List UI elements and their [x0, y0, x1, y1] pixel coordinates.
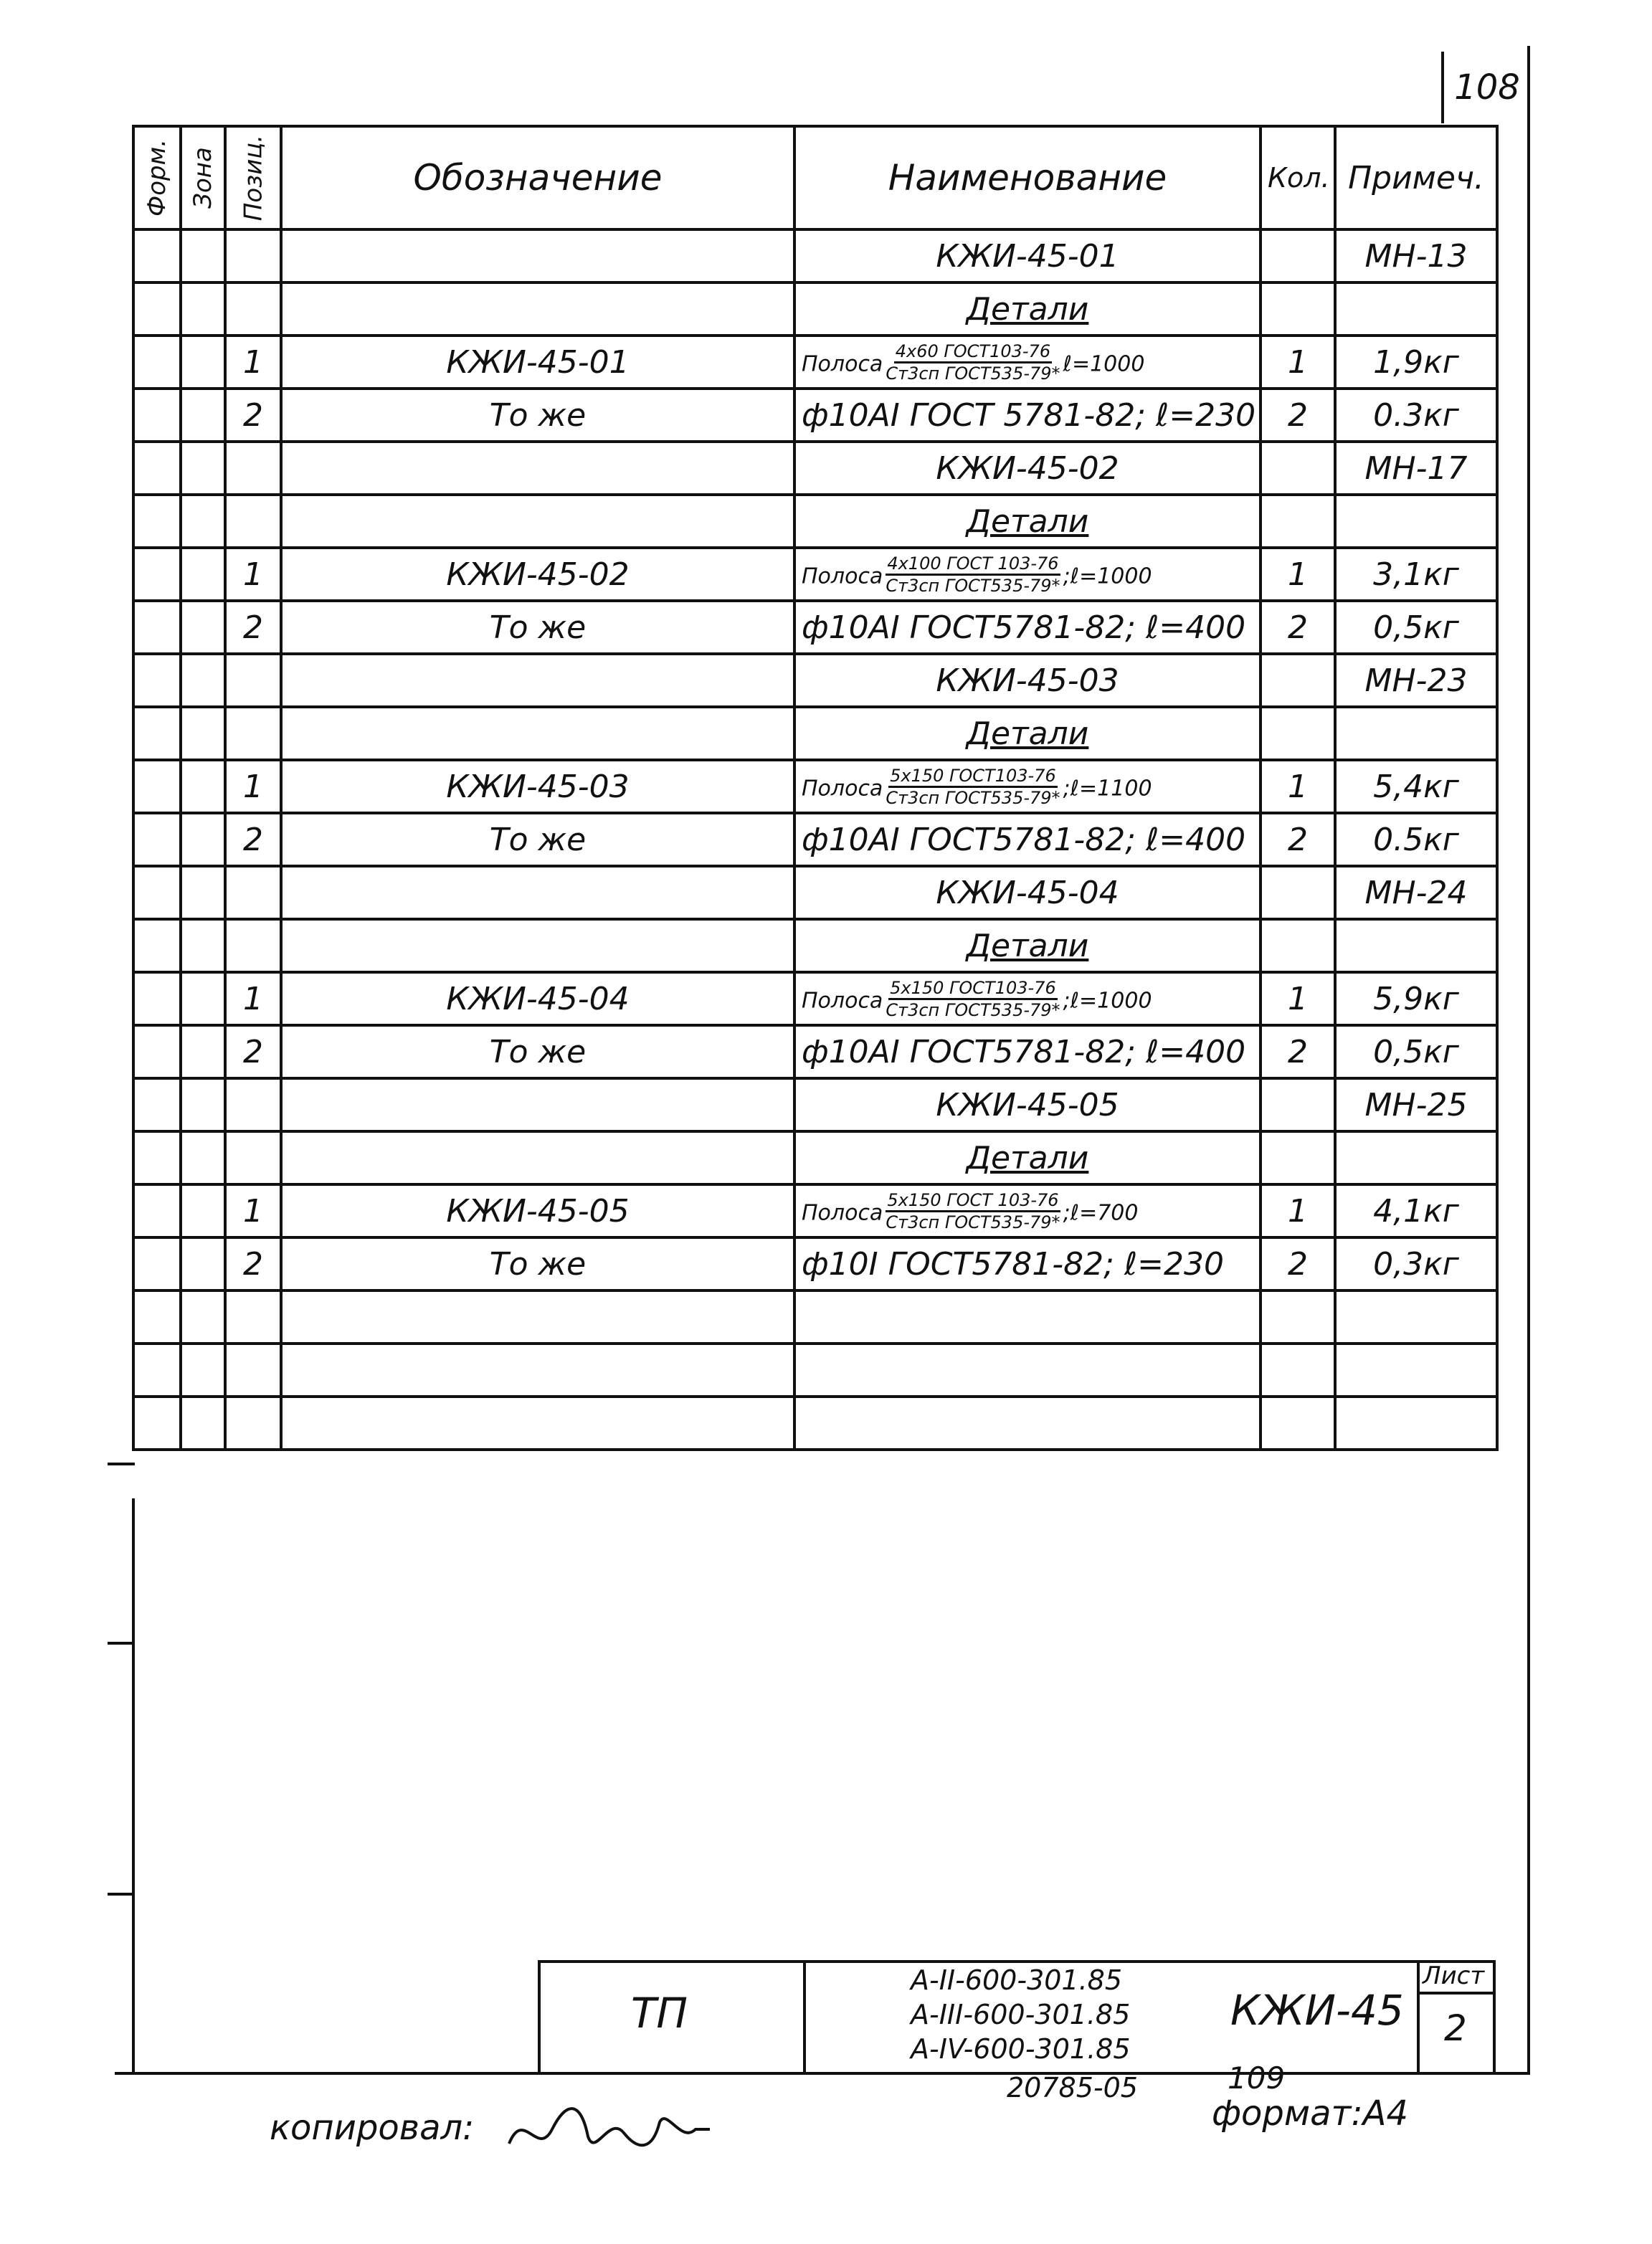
section-title: Детали	[794, 707, 1261, 760]
table-row	[133, 282, 1497, 336]
name-cell: Полоса $\frac{\text{5х150 ГОСТ 103-76}}{\text{Ст3сп ГОСТ535-79*}}$ ;ℓ=700	[794, 1184, 1261, 1237]
position-cell: 1	[225, 548, 281, 601]
table-row	[133, 442, 1497, 495]
table-row	[133, 336, 1497, 389]
qty-cell: 1	[1261, 760, 1335, 813]
note-cell: 5,4кг	[1335, 760, 1497, 813]
note-cell: 0,5кг	[1335, 1025, 1497, 1078]
header-position: Позиц.	[225, 126, 281, 229]
designation-cell: То же	[281, 1237, 794, 1290]
table-row	[133, 1184, 1497, 1237]
header-qty: Кол.	[1261, 126, 1335, 229]
position-cell: 2	[225, 389, 281, 442]
specification-table	[132, 125, 1499, 1451]
table-row	[133, 654, 1497, 707]
position-cell: 1	[225, 1184, 281, 1237]
assembly-title: КЖИ-45-02	[794, 442, 1261, 495]
note-cell: МН-13	[1335, 229, 1497, 282]
note-cell: 5,9кг	[1335, 972, 1497, 1025]
note-cell: МН-24	[1335, 866, 1497, 919]
designation-cell: КЖИ-45-02	[281, 548, 794, 601]
name-cell: Полоса $\frac{\text{4х60 ГОСТ103-76}}{\text{Ст3сп ГОСТ535-79*}}$ ℓ=1000	[794, 336, 1261, 389]
note-cell: МН-23	[1335, 654, 1497, 707]
table-row-empty	[133, 1344, 1497, 1397]
position-cell: 1	[225, 972, 281, 1025]
position-cell: 2	[225, 813, 281, 866]
assembly-title: КЖИ-45-04	[794, 866, 1261, 919]
table-row	[133, 1131, 1497, 1184]
header-format: Форм.	[133, 126, 181, 229]
format-label: формат:А4	[1212, 2093, 1409, 2134]
inventory-number: 20785-05	[1007, 2072, 1138, 2103]
frame-left-tick-1	[108, 1463, 135, 1465]
table-row	[133, 1237, 1497, 1290]
header-zone: Зона	[181, 126, 225, 229]
header-note: Примеч.	[1335, 126, 1497, 229]
assembly-title: КЖИ-45-01	[794, 229, 1261, 282]
section-title: Детали	[794, 1131, 1261, 1184]
qty-cell: 1	[1261, 1184, 1335, 1237]
position-cell: 1	[225, 760, 281, 813]
table-row-empty	[133, 1397, 1497, 1450]
title-block-series-1: А-ІІ-600-301.85	[911, 1964, 1123, 1996]
frame-right-line	[1527, 46, 1530, 2075]
assembly-title: КЖИ-45-03	[794, 654, 1261, 707]
note-cell: 1,9кг	[1335, 336, 1497, 389]
table-row	[133, 866, 1497, 919]
designation-cell: То же	[281, 601, 794, 654]
table-row	[133, 707, 1497, 760]
name-cell: ф10АI ГОСТ 5781-82; ℓ=230	[794, 389, 1261, 442]
table-header-row	[133, 126, 1497, 229]
designation-cell: То же	[281, 813, 794, 866]
section-title: Детали	[794, 282, 1261, 336]
table-row	[133, 229, 1497, 282]
table-row	[133, 760, 1497, 813]
qty-cell: 2	[1261, 389, 1335, 442]
title-block-series-3: А-ІV-600-301.85	[911, 2033, 1131, 2065]
table-row	[133, 972, 1497, 1025]
note-cell: МН-17	[1335, 442, 1497, 495]
qty-cell: 1	[1261, 972, 1335, 1025]
title-block-divider-1	[803, 1960, 806, 2075]
title-block-series-2: А-ІІІ-600-301.85	[911, 1999, 1131, 2030]
note-cell: 0,3кг	[1335, 1237, 1497, 1290]
qty-cell: 2	[1261, 1025, 1335, 1078]
copyist-signature	[502, 2093, 717, 2165]
name-cell: Полоса $\frac{\text{4х100 ГОСТ 103-76}}{\text{Ст3сп ГОСТ535-79*}}$ ;ℓ=1000	[794, 548, 1261, 601]
designation-cell: То же	[281, 1025, 794, 1078]
sheet-label: Лист	[1423, 1962, 1485, 1990]
header-designation: Обозначение	[281, 126, 794, 229]
name-cell: ф10АI ГОСТ5781-82; ℓ=400	[794, 813, 1261, 866]
qty-cell: 2	[1261, 1237, 1335, 1290]
table-row	[133, 919, 1497, 972]
title-block-tp: ТП	[631, 1989, 688, 2038]
position-cell: 1	[225, 336, 281, 389]
inventory-page: 109	[1228, 2060, 1286, 2096]
position-cell: 2	[225, 601, 281, 654]
table-row	[133, 1025, 1497, 1078]
table-row-empty	[133, 1290, 1497, 1344]
note-cell: МН-25	[1335, 1078, 1497, 1131]
section-title: Детали	[794, 919, 1261, 972]
table-row	[133, 548, 1497, 601]
designation-cell: КЖИ-45-01	[281, 336, 794, 389]
table-row	[133, 813, 1497, 866]
note-cell: 0.3кг	[1335, 389, 1497, 442]
table-left-extension	[132, 1498, 135, 2072]
title-block-code: КЖИ-45	[1230, 1986, 1404, 2035]
qty-cell: 2	[1261, 813, 1335, 866]
sheet-number: 2	[1444, 2007, 1467, 2049]
name-cell: Полоса $\frac{\text{5х150 ГОСТ103-76}}{\text{Ст3сп ГОСТ535-79*}}$ ;ℓ=1000	[794, 972, 1261, 1025]
header-name: Наименование	[794, 126, 1261, 229]
position-cell: 2	[225, 1025, 281, 1078]
title-block-divider-3	[1417, 1992, 1496, 1995]
position-cell: 2	[225, 1237, 281, 1290]
name-cell: Полоса $\frac{\text{5х150 ГОСТ103-76}}{\text{Ст3сп ГОСТ535-79*}}$ ;ℓ=1100	[794, 760, 1261, 813]
designation-cell: КЖИ-45-05	[281, 1184, 794, 1237]
qty-cell: 2	[1261, 601, 1335, 654]
page-number-box	[1441, 52, 1530, 123]
designation-cell: То же	[281, 389, 794, 442]
note-cell: 3,1кг	[1335, 548, 1497, 601]
designation-cell: КЖИ-45-04	[281, 972, 794, 1025]
qty-cell: 1	[1261, 548, 1335, 601]
name-cell: ф10АI ГОСТ5781-82; ℓ=400	[794, 601, 1261, 654]
table-row	[133, 601, 1497, 654]
name-cell: ф10АI ГОСТ5781-82; ℓ=400	[794, 1025, 1261, 1078]
copied-by-label: копировал:	[270, 2108, 475, 2148]
table-row	[133, 1078, 1497, 1131]
qty-cell: 1	[1261, 336, 1335, 389]
note-cell: 0,5кг	[1335, 601, 1497, 654]
title-block-divider-2	[1417, 1960, 1420, 2075]
table-row	[133, 495, 1497, 548]
table-row	[133, 389, 1497, 442]
designation-cell: КЖИ-45-03	[281, 760, 794, 813]
frame-left-tick-3	[108, 1893, 135, 1896]
section-title: Детали	[794, 495, 1261, 548]
name-cell: ф10I ГОСТ5781-82; ℓ=230	[794, 1237, 1261, 1290]
page-number: 108	[1454, 67, 1520, 108]
assembly-title: КЖИ-45-05	[794, 1078, 1261, 1131]
note-cell: 4,1кг	[1335, 1184, 1497, 1237]
note-cell: 0.5кг	[1335, 813, 1497, 866]
frame-left-tick-2	[108, 1642, 135, 1645]
